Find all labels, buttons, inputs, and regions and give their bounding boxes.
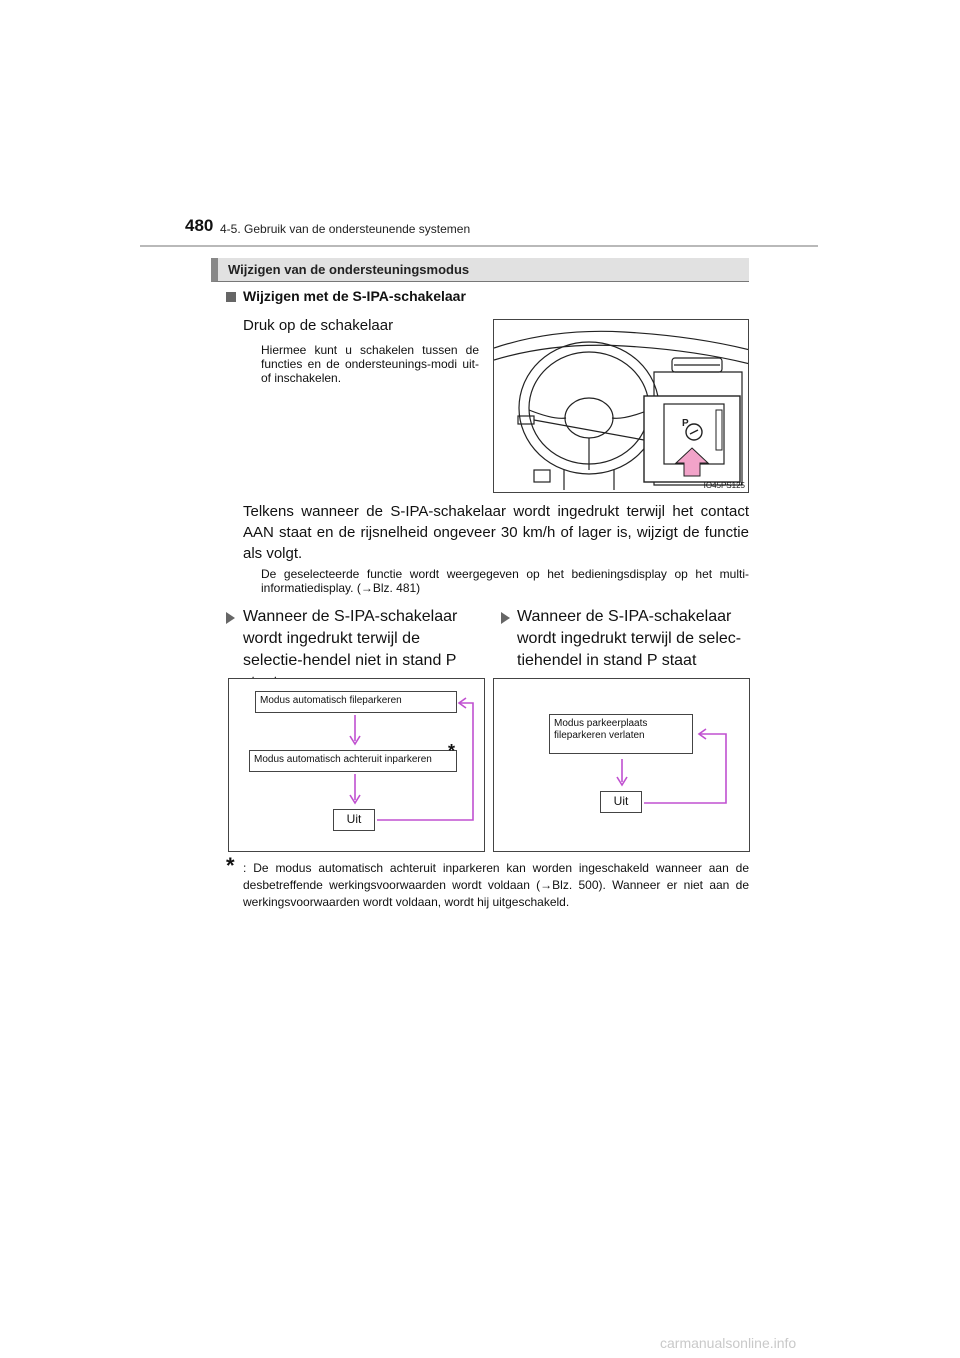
mode-box-off: Uit: [333, 809, 375, 831]
right-column-heading: Wanneer de S-IPA-schakelaar wordt ingedrukt terwijl de selec-tiehendel in stand P staat: [517, 608, 742, 669]
flow-arrows-icon: [494, 679, 751, 853]
instruction-text: Druk op de schakelaar: [243, 317, 394, 334]
flow-arrows-icon: [229, 679, 486, 853]
breadcrumb: 4-5. Gebruik van de ondersteunende systemen: [220, 222, 471, 236]
triangle-bullet-icon: [501, 612, 510, 624]
page-number: 480: [185, 216, 214, 235]
mode-box-auto-parallel: Modus automatisch fileparkeren: [255, 691, 457, 713]
right-mode-diagram: [493, 678, 750, 852]
body-paragraph: Telkens wanneer de S-IPA-schakelaar wordt ingedrukt terwijl het contact AAN staat en de rijsnelheid ongeveer 30 km/h of lager is, wijzigt de functie als volgt.: [243, 503, 749, 562]
section-title-bar: [211, 258, 749, 282]
body-note: De geselecteerde functie wordt weergegeven op het bedieningsdisplay op het multi-informatiedisplay. (→Blz. 481): [261, 567, 749, 595]
switch-label: P: [682, 418, 689, 429]
mode-box-exit-parallel: Modus parkeerplaats fileparkeren verlaten: [549, 714, 693, 754]
left-mode-diagram: [228, 678, 485, 852]
footnote-star: *: [226, 853, 235, 878]
instruction-note: Hiermee kunt u schakelen tussen de functies en de ondersteunings-modi uit- of inschakelen.: [261, 343, 479, 385]
mode-box-auto-reverse: Modus automatisch achteruit inparkeren: [249, 750, 457, 772]
steering-wheel-illustration-icon: [494, 320, 749, 493]
section-title: Wijzigen van de ondersteuningsmodus: [228, 262, 470, 277]
watermark: carmanualsonline.info: [660, 1335, 797, 1351]
left-column-heading: Wanneer de S-IPA-schakelaar wordt ingedrukt terwijl de selectie-hendel niet in stand P: [243, 608, 458, 669]
header-divider: [140, 245, 818, 247]
illustration-code: IO45PS125: [703, 481, 745, 490]
footnote-text: : De modus automatisch achteruit inparkeren kan worden ingeschakeld wanneer aan de desbetreffende werkingsvoorwaarden wordt voldaan (→Blz. 500). Wanneer er niet aan de werkingsvoorwaarden wordt voldaan, wordt hij uitgeschakeld.: [243, 861, 749, 909]
mode-box-off: Uit: [600, 791, 642, 813]
dashboard-illustration: [493, 319, 749, 493]
footnote-marker: *: [448, 741, 456, 761]
square-bullet-icon: [226, 292, 236, 302]
subsection-heading: Wijzigen met de S-IPA-schakelaar: [243, 288, 466, 304]
triangle-bullet-icon: [226, 612, 235, 624]
